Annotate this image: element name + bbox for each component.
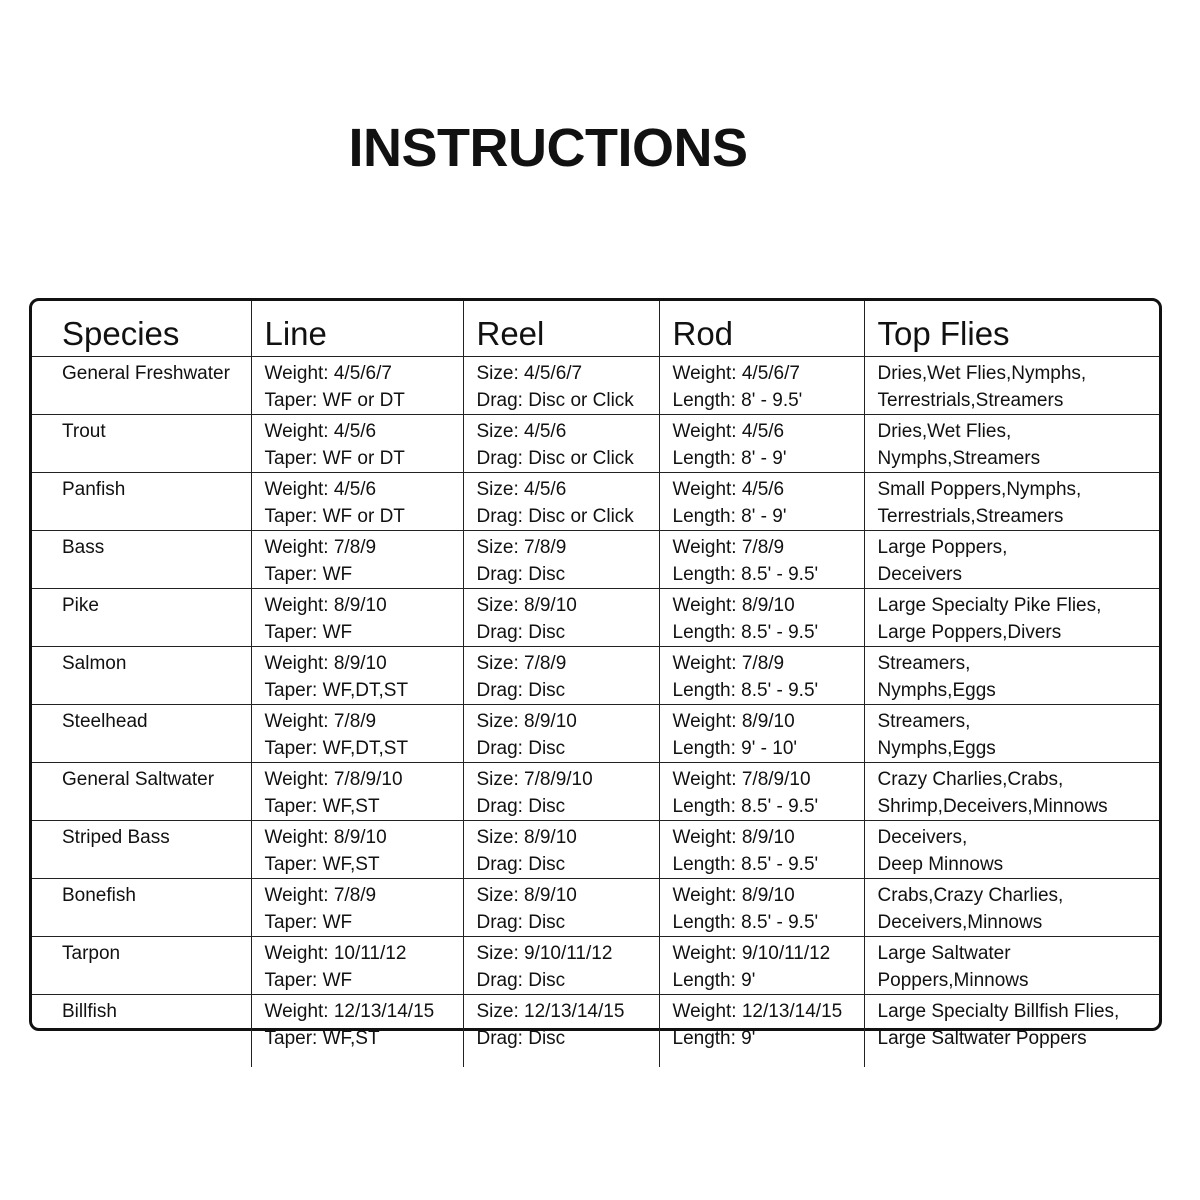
reel-cell-line: Drag: Disc: [476, 737, 566, 759]
table-row: [32, 878, 1159, 936]
rod-cell-line: Weight: 4/5/6/7: [672, 362, 800, 384]
rod-cell: [659, 472, 864, 530]
rod-cell-line: Weight: 8/9/10: [672, 826, 795, 848]
line-cell: [251, 472, 463, 530]
column-header-reel: Reel: [463, 301, 659, 356]
species-cell: Billfish: [32, 994, 251, 1067]
line-cell-line: Taper: WF,DT,ST: [264, 679, 409, 701]
rod-cell: [659, 530, 864, 588]
flies-cell-line: Streamers,: [877, 710, 971, 732]
reel-cell-line: Size: 4/5/6/7: [476, 362, 583, 384]
rod-cell: [659, 878, 864, 936]
rod-cell-line: Length: 8.5' - 9.5': [672, 795, 819, 817]
line-cell-line: Weight: 8/9/10: [264, 594, 387, 616]
flies-cell: [864, 588, 1159, 646]
line-cell-line: Taper: WF,ST: [264, 795, 380, 817]
rod-cell: [659, 820, 864, 878]
flies-cell-line: Small Poppers,Nymphs,: [877, 478, 1082, 500]
column-header-species: Species: [32, 301, 251, 356]
flies-cell: [864, 414, 1159, 472]
line-cell: [251, 646, 463, 704]
rod-cell: [659, 762, 864, 820]
flies-cell-line: Streamers,: [877, 652, 971, 674]
rod-cell-line: Weight: 7/8/9: [672, 652, 785, 674]
line-cell: [251, 994, 463, 1067]
rod-cell: [659, 588, 864, 646]
line-cell-line: Taper: WF: [264, 563, 353, 585]
table-row: [32, 994, 1159, 1067]
reel-cell: [463, 820, 659, 878]
reel-cell-line: Size: 8/9/10: [476, 884, 577, 906]
rod-cell-line: Weight: 8/9/10: [672, 594, 795, 616]
reel-cell-line: Size: 12/13/14/15: [476, 1000, 625, 1022]
table-row: [32, 588, 1159, 646]
rod-cell-line: Weight: 12/13/14/15: [672, 1000, 843, 1022]
line-cell-line: Weight: 7/8/9: [264, 884, 377, 906]
reel-cell-line: Drag: Disc: [476, 853, 566, 875]
rod-cell-line: Length: 8.5' - 9.5': [672, 679, 819, 701]
column-header-line: Line: [251, 301, 463, 356]
line-cell: [251, 414, 463, 472]
rod-cell-line: Length: 8' - 9.5': [672, 389, 803, 411]
line-cell: [251, 878, 463, 936]
flies-cell: [864, 820, 1159, 878]
fishing-gear-table: [32, 301, 1159, 1067]
line-cell: [251, 936, 463, 994]
flies-cell-line: Large Poppers,Divers: [877, 621, 1062, 643]
species-cell: Bass: [32, 530, 251, 588]
rod-cell-line: Length: 8.5' - 9.5': [672, 621, 819, 643]
line-cell-line: Taper: WF: [264, 621, 353, 643]
rod-cell-line: Weight: 9/10/11/12: [672, 942, 831, 964]
line-cell-line: Weight: 12/13/14/15: [264, 1000, 435, 1022]
line-cell-line: Weight: 4/5/6/7: [264, 362, 392, 384]
rod-cell-line: Weight: 8/9/10: [672, 884, 795, 906]
reel-cell-line: Drag: Disc or Click: [476, 505, 634, 527]
line-cell-line: Weight: 4/5/6: [264, 478, 377, 500]
rod-cell-line: Length: 8' - 9': [672, 447, 787, 469]
flies-cell-line: Large Poppers,: [877, 536, 1008, 558]
line-cell-line: Weight: 10/11/12: [264, 942, 407, 964]
table-header-row: [32, 301, 1159, 356]
table-row: [32, 414, 1159, 472]
table-row: [32, 936, 1159, 994]
reel-cell: [463, 530, 659, 588]
flies-cell-line: Deceivers,: [877, 826, 968, 848]
reel-cell-line: Drag: Disc: [476, 563, 566, 585]
flies-cell: [864, 994, 1159, 1067]
species-cell: Salmon: [32, 646, 251, 704]
rod-cell-line: Weight: 4/5/6: [672, 478, 785, 500]
reel-cell: [463, 414, 659, 472]
reel-cell: [463, 356, 659, 414]
reel-cell: [463, 704, 659, 762]
rod-cell-line: Length: 8.5' - 9.5': [672, 853, 819, 875]
reel-cell: [463, 588, 659, 646]
table-row: [32, 646, 1159, 704]
flies-cell-line: Nymphs,Streamers: [877, 447, 1041, 469]
flies-cell-line: Nymphs,Eggs: [877, 679, 996, 701]
flies-cell: [864, 356, 1159, 414]
table-row: [32, 356, 1159, 414]
line-cell-line: Taper: WF,ST: [264, 1027, 380, 1049]
line-cell-line: Taper: WF,ST: [264, 853, 380, 875]
line-cell-line: Weight: 8/9/10: [264, 826, 387, 848]
rod-cell-line: Length: 8' - 9': [672, 505, 787, 527]
reel-cell-line: Drag: Disc: [476, 679, 566, 701]
reel-cell-line: Size: 7/8/9/10: [476, 768, 593, 790]
rod-cell-line: Length: 8.5' - 9.5': [672, 563, 819, 585]
line-cell-line: Weight: 7/8/9/10: [264, 768, 403, 790]
line-cell-line: Taper: WF: [264, 969, 353, 991]
species-cell: Steelhead: [32, 704, 251, 762]
column-header-top-flies: Top Flies: [864, 301, 1159, 356]
line-cell: [251, 820, 463, 878]
flies-cell-line: Large Saltwater Poppers: [877, 1027, 1087, 1049]
reel-cell-line: Drag: Disc or Click: [476, 447, 634, 469]
rod-cell: [659, 704, 864, 762]
rod-cell-line: Weight: 7/8/9/10: [672, 768, 811, 790]
table-row: [32, 530, 1159, 588]
reel-cell: [463, 646, 659, 704]
flies-cell: [864, 878, 1159, 936]
flies-cell-line: Dries,Wet Flies,Nymphs,: [877, 362, 1087, 384]
line-cell-line: Taper: WF or DT: [264, 505, 405, 527]
rod-cell-line: Weight: 8/9/10: [672, 710, 795, 732]
species-cell: Tarpon: [32, 936, 251, 994]
table-row: [32, 472, 1159, 530]
species-cell: Striped Bass: [32, 820, 251, 878]
reel-cell-line: Drag: Disc or Click: [476, 389, 634, 411]
fishing-gear-table-frame: [29, 298, 1162, 1049]
flies-cell: [864, 704, 1159, 762]
table-row: [32, 762, 1159, 820]
reel-cell-line: Drag: Disc: [476, 1027, 566, 1049]
line-cell: [251, 704, 463, 762]
rod-cell: [659, 936, 864, 994]
line-cell: [251, 530, 463, 588]
reel-cell-line: Size: 7/8/9: [476, 652, 567, 674]
line-cell: [251, 762, 463, 820]
flies-cell-line: Shrimp,Deceivers,Minnows: [877, 795, 1108, 817]
table-row: [32, 820, 1159, 878]
line-cell-line: Taper: WF or DT: [264, 389, 405, 411]
rod-cell-line: Weight: 4/5/6: [672, 420, 785, 442]
line-cell-line: Taper: WF,DT,ST: [264, 737, 409, 759]
page-title: INSTRUCTIONS: [348, 118, 748, 178]
reel-cell: [463, 878, 659, 936]
rod-cell: [659, 994, 864, 1067]
species-cell: Trout: [32, 414, 251, 472]
flies-cell: [864, 530, 1159, 588]
line-cell: [251, 356, 463, 414]
flies-cell-line: Poppers,Minnows: [877, 969, 1029, 991]
species-cell: Panfish: [32, 472, 251, 530]
rod-cell-line: Length: 9': [672, 1027, 756, 1049]
flies-cell-line: Deep Minnows: [877, 853, 1004, 875]
flies-cell: [864, 762, 1159, 820]
column-header-rod: Rod: [659, 301, 864, 356]
species-cell: General Saltwater: [32, 762, 251, 820]
flies-cell-line: Large Specialty Pike Flies,: [877, 594, 1102, 616]
flies-cell-line: Terrestrials,Streamers: [877, 389, 1064, 411]
reel-cell-line: Size: 8/9/10: [476, 594, 577, 616]
reel-cell-line: Size: 7/8/9: [476, 536, 567, 558]
rod-cell-line: Length: 9': [672, 969, 756, 991]
flies-cell: [864, 646, 1159, 704]
table-body: [32, 356, 1159, 1067]
reel-cell-line: Drag: Disc: [476, 969, 566, 991]
line-cell-line: Taper: WF: [264, 911, 353, 933]
rod-cell: [659, 356, 864, 414]
reel-cell-line: Size: 4/5/6: [476, 420, 567, 442]
species-cell: Bonefish: [32, 878, 251, 936]
line-cell-line: Weight: 7/8/9: [264, 536, 377, 558]
reel-cell: [463, 472, 659, 530]
line-cell: [251, 588, 463, 646]
flies-cell-line: Large Specialty Billfish Flies,: [877, 1000, 1120, 1022]
reel-cell: [463, 936, 659, 994]
flies-cell-line: Terrestrials,Streamers: [877, 505, 1064, 527]
line-cell-line: Weight: 7/8/9: [264, 710, 377, 732]
reel-cell-line: Size: 8/9/10: [476, 826, 577, 848]
flies-cell-line: Nymphs,Eggs: [877, 737, 996, 759]
reel-cell-line: Drag: Disc: [476, 795, 566, 817]
reel-cell-line: Drag: Disc: [476, 911, 566, 933]
species-cell: Pike: [32, 588, 251, 646]
rod-cell-line: Length: 8.5' - 9.5': [672, 911, 819, 933]
flies-cell-line: Dries,Wet Flies,: [877, 420, 1012, 442]
reel-cell: [463, 994, 659, 1067]
line-cell-line: Taper: WF or DT: [264, 447, 405, 469]
rod-cell-line: Weight: 7/8/9: [672, 536, 785, 558]
flies-cell: [864, 936, 1159, 994]
line-cell-line: Weight: 4/5/6: [264, 420, 377, 442]
table-row: [32, 704, 1159, 762]
reel-cell-line: Size: 8/9/10: [476, 710, 577, 732]
rod-cell: [659, 646, 864, 704]
rod-cell-line: Length: 9' - 10': [672, 737, 798, 759]
flies-cell-line: Crazy Charlies,Crabs,: [877, 768, 1064, 790]
line-cell-line: Weight: 8/9/10: [264, 652, 387, 674]
reel-cell-line: Size: 4/5/6: [476, 478, 567, 500]
reel-cell-line: Drag: Disc: [476, 621, 566, 643]
flies-cell: [864, 472, 1159, 530]
species-cell: General Freshwater: [62, 362, 230, 384]
flies-cell-line: Crabs,Crazy Charlies,: [877, 884, 1064, 906]
reel-cell: [463, 762, 659, 820]
rod-cell: [659, 414, 864, 472]
flies-cell-line: Large Saltwater: [877, 942, 1011, 964]
flies-cell-line: Deceivers: [877, 563, 962, 585]
flies-cell-line: Deceivers,Minnows: [877, 911, 1043, 933]
reel-cell-line: Size: 9/10/11/12: [476, 942, 613, 964]
